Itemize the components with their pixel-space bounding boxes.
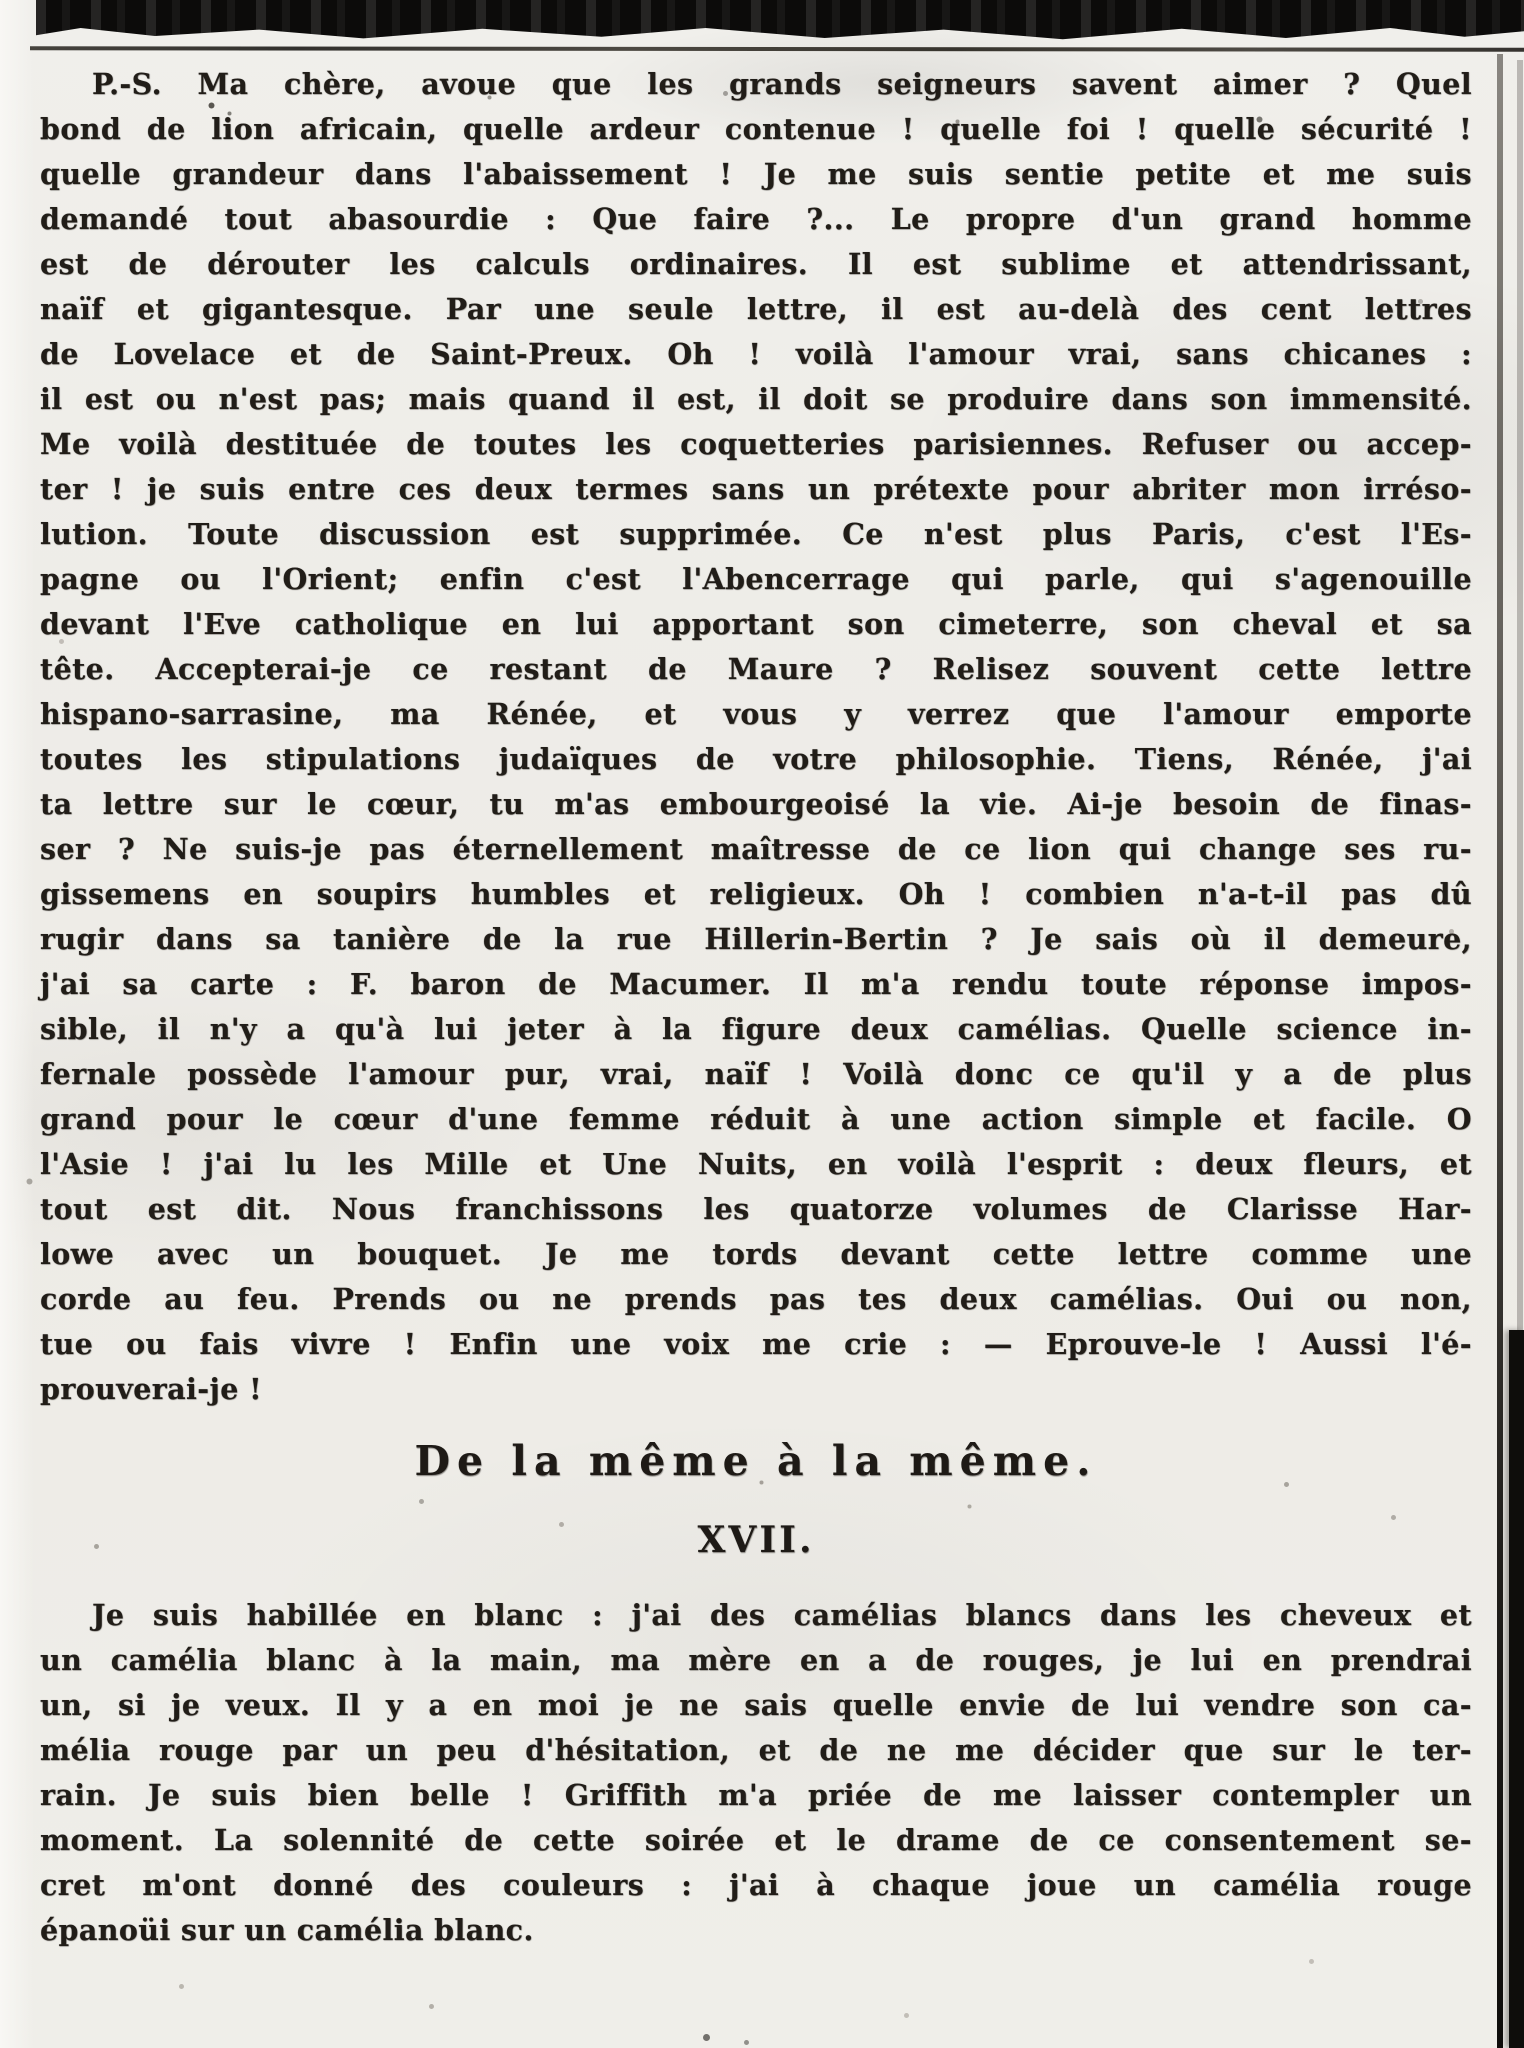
text-line: cret m'ont donné des couleurs : j'ai à chaque joue un camélia rouge bbox=[40, 1868, 1472, 1902]
scan-top-edge-bar bbox=[36, 0, 1524, 40]
text-line: gissemens en soupirs humbles et religieux. Oh ! combien n'a-t-il pas dû bbox=[40, 877, 1472, 911]
text-line: un, si je veux. Il y a en moi je ne sais quelle envie de lui vendre son ca- bbox=[40, 1688, 1472, 1722]
text-line: naïf et gigantesque. Par une seule lettre, il est au-delà des cent lettres bbox=[40, 292, 1472, 326]
text-line: rugir dans sa tanière de la rue Hillerin-Bertin ? Je sais où il demeure, bbox=[40, 922, 1472, 956]
text-line: quelle grandeur dans l'abaissement ! Je me suis sentie petite et me suis bbox=[40, 157, 1472, 191]
text-line: grand pour le cœur d'une femme réduit à une action simple et facile. O bbox=[40, 1102, 1472, 1136]
text-line: sible, il n'y a qu'à lui jeter à la figure deux camélias. Quelle science in- bbox=[40, 1012, 1472, 1046]
text-line: P.-S. Ma chère, avoue que les grands seigneurs savent aimer ? Quel bbox=[92, 67, 1472, 101]
text-line: corde au feu. Prends ou ne prends pas tes deux camélias. Oui ou non, bbox=[40, 1282, 1472, 1316]
text-line: pagne ou l'Orient; enfin c'est l'Abencerrage qui parle, qui s'agenouille bbox=[40, 562, 1472, 596]
text-line: prouverai-je ! bbox=[40, 1372, 262, 1406]
text-line: il est ou n'est pas; mais quand il est, il doit se produire dans son immensité. bbox=[40, 382, 1472, 416]
text-line: lution. Toute discussion est supprimée. Ce n'est plus Paris, c'est l'Es- bbox=[40, 517, 1472, 551]
text-line: de Lovelace et de Saint-Preux. Oh ! voilà l'amour vrai, sans chicanes : bbox=[40, 337, 1472, 371]
text-line: ter ! je suis entre ces deux termes sans un prétexte pour abriter mon irréso- bbox=[40, 472, 1472, 506]
text-line: un camélia blanc à la main, ma mère en a de rouges, je lui en prendrai bbox=[40, 1643, 1472, 1677]
text-line: j'ai sa carte : F. baron de Macumer. Il m'a rendu toute réponse impos- bbox=[40, 967, 1472, 1001]
text-line: épanoüi sur un camélia blanc. bbox=[40, 1913, 534, 1947]
text-line: demandé tout abasourdie : Que faire ?... Le propre d'un grand homme bbox=[40, 202, 1472, 236]
scan-noise-speckles bbox=[0, 0, 3, 3]
top-horizontal-rule bbox=[30, 46, 1524, 52]
scan-right-smudge bbox=[1517, 60, 1523, 1340]
text-line: ser ? Ne suis-je pas éternellement maîtresse de ce lion qui change ses ru- bbox=[40, 832, 1472, 866]
scan-right-edge-bar bbox=[1509, 1330, 1524, 2048]
text-line: est de dérouter les calculs ordinaires. Il est sublime et attendrissant, bbox=[40, 247, 1472, 281]
scan-left-margin bbox=[0, 0, 34, 2048]
text-line: tout est dit. Nous franchissons les quatorze volumes de Clarisse Har- bbox=[40, 1192, 1472, 1226]
letter-postscript-paragraph bbox=[40, 62, 1472, 1412]
text-line: moment. La solennité de cette soirée et le drame de ce consentement se- bbox=[40, 1823, 1472, 1857]
section-number: XVII. bbox=[697, 1519, 815, 1561]
text-line: bond de lion africain, quelle ardeur contenue ! quelle foi ! quelle sécurité ! bbox=[40, 112, 1472, 146]
letter-xvii-paragraph bbox=[40, 1593, 1472, 1953]
text-line: l'Asie ! j'ai lu les Mille et Une Nuits, en voilà l'esprit : deux fleurs, et bbox=[40, 1147, 1472, 1181]
text-line: toutes les stipulations judaïques de votre philosophie. Tiens, Rénée, j'ai bbox=[40, 742, 1472, 776]
text-line: Me voilà destituée de toutes les coquetteries parisiennes. Refuser ou accep- bbox=[40, 427, 1472, 461]
letter-heading: De la même à la même. bbox=[414, 1437, 1098, 1485]
text-line: devant l'Eve catholique en lui apportant son cimeterre, son cheval et sa bbox=[40, 607, 1472, 641]
text-line: tête. Accepterai-je ce restant de Maure ? Relisez souvent cette lettre bbox=[40, 652, 1472, 686]
text-line: mélia rouge par un peu d'hésitation, et de ne me décider que sur le ter- bbox=[40, 1733, 1472, 1767]
column-divider-rule bbox=[1497, 54, 1503, 2048]
text-line: tue ou fais vivre ! Enfin une voix me crie : — Eprouve-le ! Aussi l'é- bbox=[40, 1327, 1472, 1361]
text-line: lowe avec un bouquet. Je me tords devant cette lettre comme une bbox=[40, 1237, 1472, 1271]
text-line: Je suis habillée en blanc : j'ai des camélias blancs dans les cheveux et bbox=[92, 1598, 1472, 1632]
text-line: rain. Je suis bien belle ! Griffith m'a priée de me laisser contempler un bbox=[40, 1778, 1472, 1812]
text-line: ta lettre sur le cœur, tu m'as embourgeoisé la vie. Ai-je besoin de finas- bbox=[40, 787, 1472, 821]
text-line: hispano-sarrasine, ma Rénée, et vous y verrez que l'amour emporte bbox=[40, 697, 1472, 731]
text-line: fernale possède l'amour pur, vrai, naïf ! Voilà donc ce qu'il y a de plus bbox=[40, 1057, 1472, 1091]
